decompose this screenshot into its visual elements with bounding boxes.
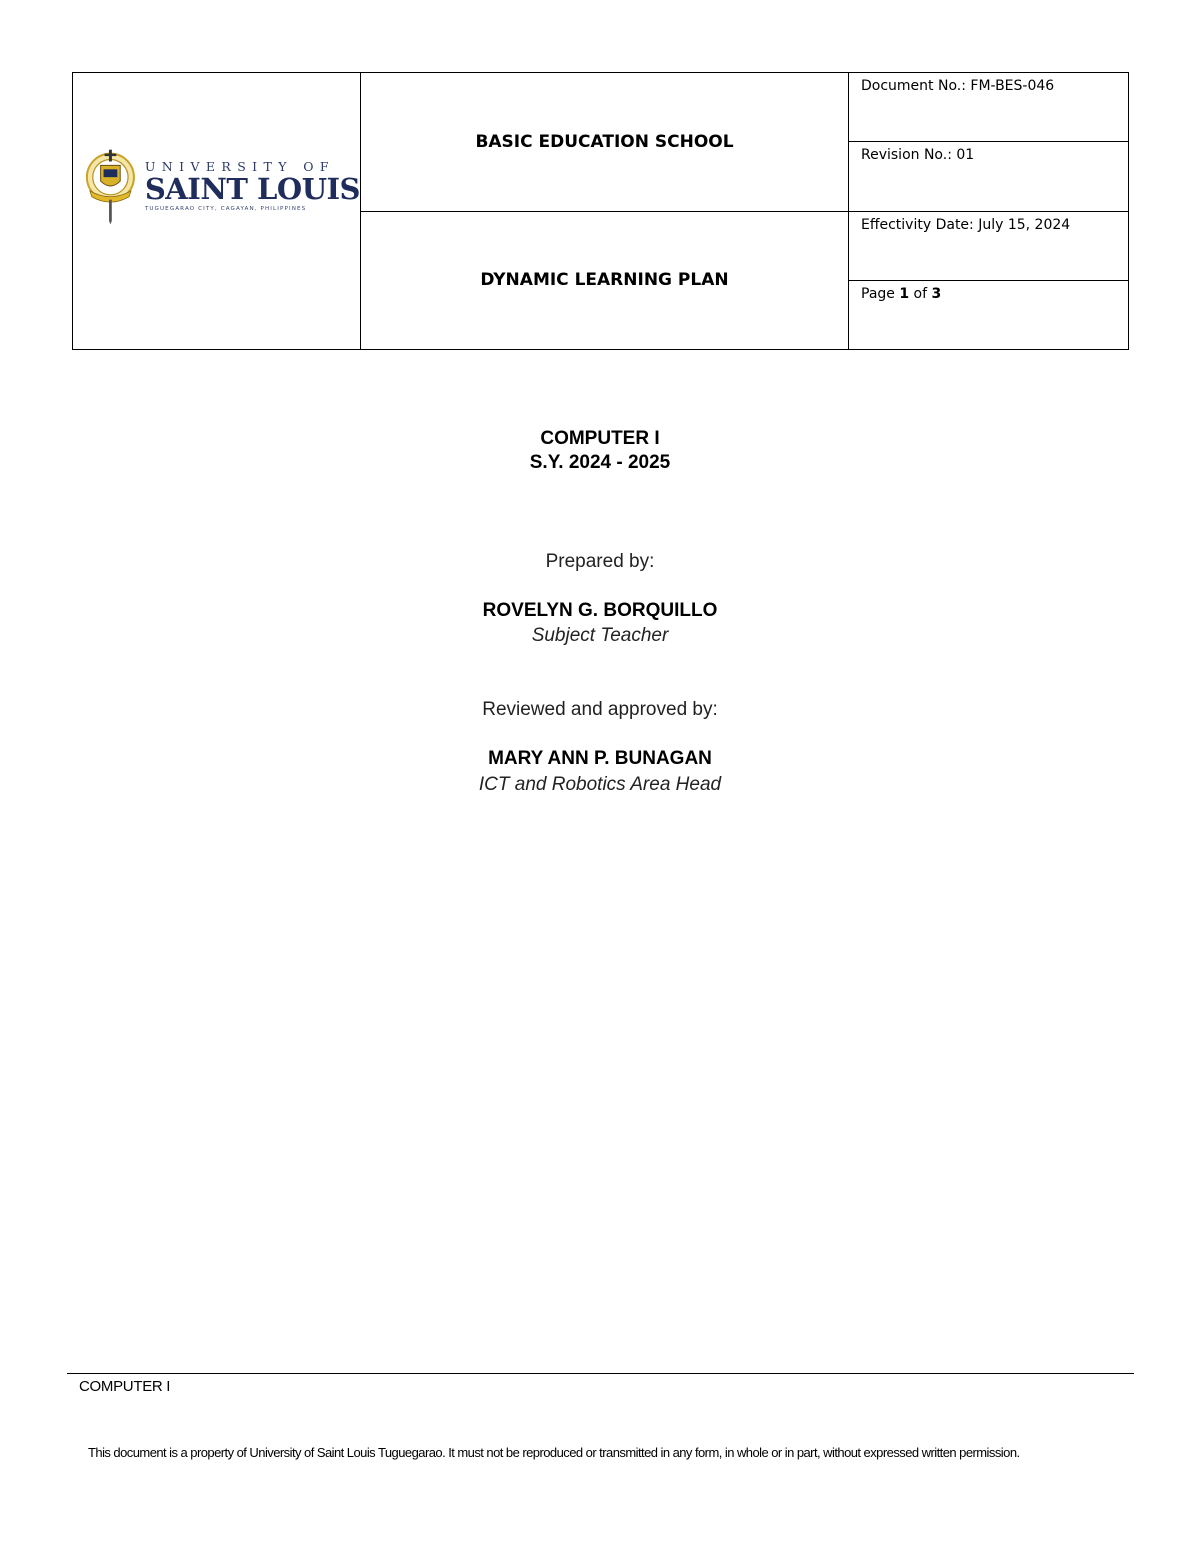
- page-total: 3: [931, 285, 942, 302]
- document-header-table: [72, 72, 1129, 350]
- prepared-by-label: Prepared by:: [545, 551, 655, 572]
- university-seal-icon: [82, 145, 139, 225]
- revision-no-cell: [849, 142, 1129, 211]
- footer-confidentiality-note: This document is a property of University of Saint Louis Tuguegarao. It must not be reproduced or transmitted in any form, in whole or in part, without expressed written permission.: [88, 1445, 1020, 1460]
- university-logo: [82, 145, 360, 225]
- page-of: of: [909, 285, 932, 302]
- plan-name: DYNAMIC LEARNING PLAN: [480, 270, 729, 291]
- page-current: 1: [899, 285, 910, 302]
- logo-name-line: SAINT LOUIS: [144, 171, 360, 206]
- reviewed-by-label: Reviewed and approved by:: [482, 699, 718, 720]
- school-name: BASIC EDUCATION SCHOOL: [475, 131, 734, 152]
- footer-title: COMPUTER I: [79, 1378, 171, 1395]
- logo-city-line: TUGUEGARAO CITY, CAGAYAN, PHILIPPINES: [144, 205, 307, 212]
- page-label: Page: [861, 285, 900, 302]
- revision-no-value: 01: [956, 147, 975, 164]
- effectivity-date: July 15, 2024: [978, 216, 1071, 233]
- document-no-cell: [849, 73, 1129, 142]
- page-number-cell: [849, 280, 1129, 349]
- subject-title: COMPUTER I: [540, 428, 660, 449]
- school-year: S.Y. 2024 - 2025: [529, 452, 671, 473]
- logo-university-line: UNIVERSITY OF: [144, 158, 336, 174]
- document-no-value: FM-BES-046: [970, 78, 1055, 94]
- reviewer-role: ICT and Robotics Area Head: [478, 774, 722, 795]
- footer-divider: [67, 1373, 1134, 1374]
- subject-title-block: [0, 427, 1200, 475]
- effectivity-cell: [849, 211, 1129, 280]
- revision-no-label: Revision No.:: [861, 147, 957, 164]
- reviewer-name: MARY ANN P. BUNAGAN: [488, 748, 712, 769]
- school-name-cell: [361, 73, 849, 212]
- plan-name-cell: [361, 211, 849, 350]
- document-no-label: Document No.:: [861, 78, 971, 94]
- logo-cell: [73, 73, 361, 350]
- preparer-name: ROVELYN G. BORQUILLO: [482, 600, 718, 621]
- preparer-role: Subject Teacher: [531, 625, 669, 646]
- effectivity-label: Effectivity Date:: [861, 216, 979, 233]
